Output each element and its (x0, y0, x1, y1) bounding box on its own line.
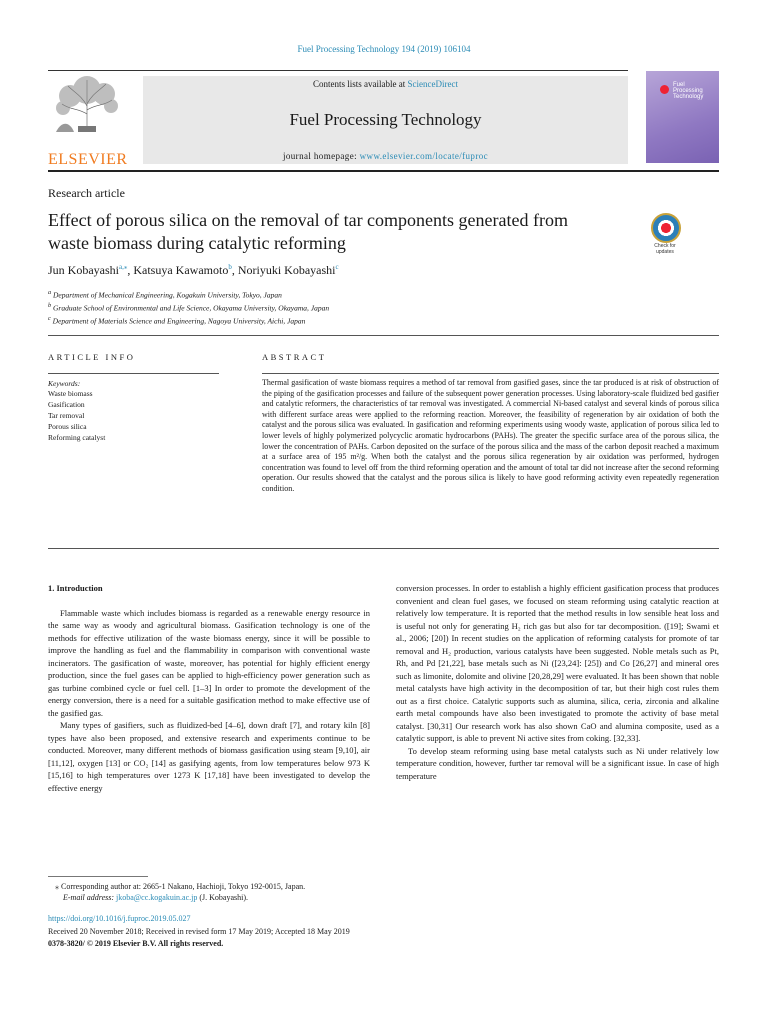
cover-title (673, 82, 713, 100)
author-list (48, 263, 339, 278)
cover-logo-icon (660, 85, 669, 94)
article-info-heading: ARTICLE INFO (48, 352, 136, 362)
intro-heading: 1. Introduction (48, 583, 103, 593)
abstract-text: Thermal gasification of waste biomass requires a method of tar removal from gasified gases, since the tar produced is at risk of obstruction of the piping of the gasification processes and failure of the subsequent power generation processes. Using laboratory-scale fluidized bed gasifier and catalytic reformers, the characteristics of tar removal was investigated. A commercial Ni-based catalyst and several kinds of porous silica with different surface areas were applied to the reforming reaction. Moreover, the feasibility of regeneration by air oxidation of both the catalyst and the porous silica was evaluated. In gasification and reforming experiments using woody waste, application of porous silica led to lower levels of highly polymerized polycyclic aromatic hydrocarbons (PAHs). The greater the specific surface area of the porous silica, the lower the concentration of PAHs. Carbon deposited on the surface of the porous silica and the mass of the carbon deposit reached a maximum at a surface area of 195 m²/g. When both the catalyst and the porous silica regeneration by air oxidation was performed, hydrogen concentration was found to level off from the third reforming operation and the amount of total tar did not increase after the second reforming operation. Our results showed that the catalyst and the porous silica is likely to have good reforming activity even repeatedly regeneration condition. (262, 378, 719, 493)
affiliation-item (48, 301, 648, 314)
affiliation-text: Department of Mechanical Engineering, Kogakuin University, Tokyo, Japan (53, 290, 282, 300)
author-email-link[interactable]: jkoba@cc.kogakuin.ac.jp (116, 893, 198, 902)
footnote (55, 881, 655, 903)
cover-line-3: Technology (673, 94, 704, 100)
article-info-rule (48, 373, 219, 374)
intro-paragraph: conversion processes. In order to establish a highly efficient gasification process that produces convenient and clean fuel gases, we focused on steam reforming using catalytic reaction at relatively low temperature. It is reported that the method results in low sensible heat loss and is useful not only for generating H₂ rich gas but also for tar decomposition. ([19]; Swami et al., 2006; [20]) In recent studies on the application of reforming catalysts for promote of tar removal and H₂ production, various catalysts have been suggested. Noble metals such as Pt, Rh, and Pd [21,22], base metals such as Ni ([23,24]: [25]) and Co [26,27] and mineral ores such as limonite, dolomite and olivine [20,28,29] were evaluated. It has been shown that noble metal catalysts have high activity in the decomposition of tar, but their high cost rules them out as a first choice. Catalytic supports such as alumina, silica, ceria, zirconia and alkaline earth metal compounds have also been investigated to promote the activity of base metal catalyst. [30,31] Our research work has also shown CaO and alumina composite, used as a catalytic support, is able to prevent Ni active sites from coking. [32,33]. (396, 583, 719, 743)
publisher-name: ELSEVIER (48, 151, 128, 168)
keyword: Tar removal (48, 411, 85, 420)
keyword: Porous silica (48, 422, 87, 431)
journal-title: Fuel Processing Technology (289, 110, 482, 129)
title-line-2: waste biomass during catalytic reforming (48, 233, 346, 253)
received-dates: Received 20 November 2018; Received in revised form 17 May 2019; Accepted 18 May 2019 (48, 927, 350, 936)
author-name[interactable]: Jun Kobayashi (48, 263, 119, 277)
crossmark-label: Check for updates (654, 243, 676, 255)
intro-left-column (48, 582, 370, 794)
check-for-updates-badge[interactable] (648, 213, 682, 255)
intro-paragraph: Many types of gasifiers, such as fluidized-bed [4–6], down draft [7], and rotary kiln [8] types have also been proposed, and extensive research and experiments continue to be conducted. Moreover, many different methods of biomass gasification using steam [9,10], air [11,12], oxygen [13] or CO₂ [14] as gasifying agents, from low temperatures below 973 K [15,16] to high temperatures over 1273 K [17,18] have been investigated to develop the effective energy (48, 720, 370, 793)
sciencedirect-link[interactable]: ScienceDirect (407, 79, 458, 89)
abstract-heading: ABSTRACT (262, 352, 327, 362)
doi-link[interactable]: https://doi.org/10.1016/j.fuproc.2019.05.027 (48, 914, 191, 923)
copyright: 0378-3820/ © 2019 Elsevier B.V. All rights reserved. (48, 939, 224, 948)
homepage-line (143, 151, 628, 161)
article-title (48, 209, 628, 255)
author-affiliation-mark[interactable]: c (335, 263, 339, 271)
homepage-prefix: journal homepage: (282, 151, 360, 161)
cover-line-1: Fuel (673, 82, 685, 88)
keyword: Waste biomass (48, 389, 93, 398)
abstract-rule (262, 373, 719, 374)
keywords-block (48, 379, 219, 443)
elsevier-logo[interactable] (48, 74, 128, 166)
cover-line-2: Processing (673, 88, 703, 94)
keywords-label: Keywords: (48, 379, 81, 388)
crossmark-icon (651, 213, 681, 243)
author-name[interactable]: , Noriyuki Kobayashi (231, 263, 336, 277)
abstract-bottom-rule (48, 548, 719, 549)
journal-citation[interactable]: Fuel Processing Technology 194 (2019) 106104 (297, 44, 471, 54)
corresponding-author-note: ⁎ Corresponding author at: 2665-1 Nakano, Hachioji, Tokyo 192-0015, Japan. (55, 882, 306, 891)
affiliation-item (48, 314, 648, 327)
journal-cover-thumbnail[interactable] (646, 71, 719, 163)
keyword: Gasification (48, 400, 85, 409)
email-label: E-mail address: (63, 893, 117, 902)
email-line (55, 892, 655, 903)
affiliation-text: Department of Materials Science and Engineering, Nagoya University, Aichi, Japan (52, 316, 306, 326)
intro-right-column (396, 582, 719, 782)
header-bottom-rule (48, 170, 719, 172)
email-suffix: (J. Kobayashi). (197, 893, 249, 902)
intro-paragraph: Flammable waste which includes biomass is regarded as a renewable energy resource in the same way as woody and agricultural biomass. Gasification technology is one of the methods for effective utilization of the waste biomass energy, since it will be possible to improve the handling as fuel and the flammability in comparison with conventional waste incinerators. The gasification of waste, moreover, has potential for highly efficient energy production, since the fuel gases can be applied to high-efficiency power generation such as gas turbine combined cycle or fuel cell. [1–3] In order to promote the development of the energy conversion, there is a need for a suitable gasification method to make effective use of the gasified gas. (48, 607, 370, 718)
affiliation-item (48, 288, 648, 301)
author-name[interactable]: , Katsuya Kawamoto (127, 263, 229, 277)
affiliation-mark: c (48, 315, 51, 322)
keyword: Reforming catalyst (48, 433, 106, 442)
contents-line (143, 79, 628, 89)
affiliations (48, 288, 648, 327)
author-affiliation-mark[interactable]: a,⁎ (119, 263, 128, 271)
contents-prefix: Contents lists available at (313, 79, 408, 89)
affiliation-mark: b (48, 302, 52, 309)
author-affiliation-mark[interactable]: b (228, 263, 232, 271)
homepage-link[interactable]: www.elsevier.com/locate/fuproc (359, 151, 489, 161)
affiliation-mark: a (48, 289, 52, 296)
article-type: Research article (48, 186, 125, 200)
affiliation-text: Graduate School of Environmental and Life Science, Okayama University, Okayama, Japan (53, 303, 330, 313)
intro-paragraph: To develop steam reforming using base metal catalysts such as Ni under relatively low temperature condition, however, further tar removal will be a significant issue. In case of high temperature (396, 745, 719, 781)
footnote-rule (48, 876, 148, 877)
section-divider (48, 335, 719, 336)
title-line-1: Effect of porous silica on the removal of tar components generated from (48, 210, 568, 230)
header-top-rule (48, 70, 628, 71)
elsevier-tree-icon (48, 74, 126, 134)
